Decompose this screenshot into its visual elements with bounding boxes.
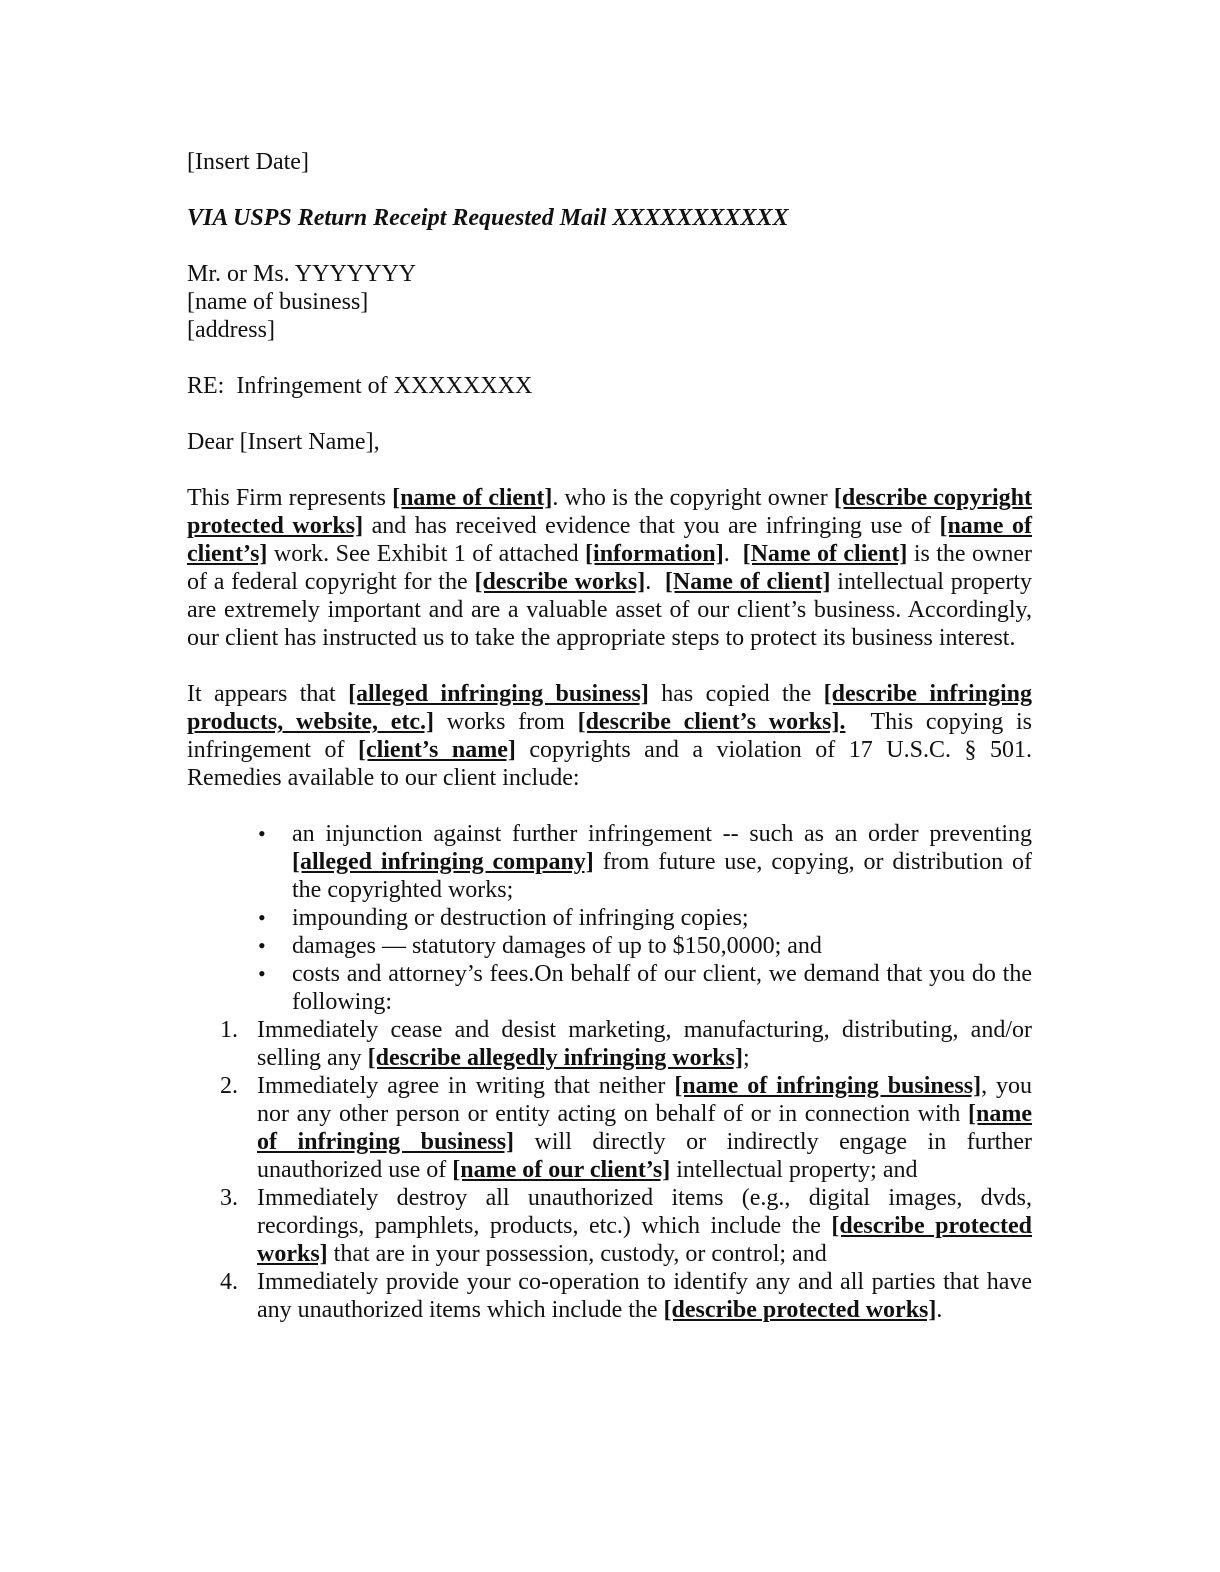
placeholder-name-of-our-clients: [name of our client’s] (452, 1157, 671, 1183)
placeholder-describe-infringing-products: [describe infringing products, website, etc.] (187, 681, 1033, 735)
text-segment: It appears that (187, 681, 349, 707)
text-segment: Immediately provide your co-operation to identify any and all parties that have any unauthorized items which include the (257, 1269, 1032, 1323)
text-segment: has copied the (648, 681, 824, 707)
placeholder-clients-name: [client’s name] (357, 737, 516, 763)
paragraph-infringement (187, 680, 1039, 792)
text-segment: , you nor any other person or entity acting on behalf of or in connection with (257, 1073, 1033, 1127)
salutation: Dear [Insert Name], (187, 429, 380, 455)
placeholder-alleged-infringing-company: [alleged infringing company] (292, 849, 594, 875)
bullet-icon: • (258, 933, 266, 958)
placeholder-name-of-infringing-business: [name of infringing business] (674, 1073, 982, 1099)
list-item (220, 1268, 1032, 1324)
via-line: VIA USPS Return Receipt Requested Mail XXXXXXXXXXX (187, 205, 789, 231)
placeholder-name-of-infringing-business-2: [name of infringing business] (257, 1101, 1032, 1155)
demands-list (187, 1016, 1032, 1324)
text-segment: works from (434, 709, 578, 735)
text-segment: intellectual property; and (670, 1157, 918, 1183)
placeholder-name-of-client: [name of client] (392, 485, 553, 511)
text-segment: Immediately agree in writing that neither (257, 1073, 675, 1099)
text-segment: is the owner of a federal copyright for the (187, 541, 1033, 595)
list-item (220, 1072, 1033, 1184)
item-number: 4. (220, 1269, 238, 1295)
list-item (220, 1184, 1032, 1268)
text-segment: ; (742, 1045, 750, 1071)
placeholder-describe-allegedly-infringing-works: [describe allegedly infringing works] (367, 1045, 743, 1071)
item-number: 3. (220, 1185, 238, 1211)
remedies-list (187, 820, 1032, 1016)
text-segment: . who is the copyright owner (552, 485, 834, 511)
text-segment: . (936, 1297, 943, 1323)
text-segment: impounding or destruction of infringing copies; (292, 905, 749, 931)
text-segment: an injunction against further infringement -- such as an order preventing (292, 821, 1032, 847)
list-item (258, 904, 1032, 932)
list-item (258, 820, 1032, 904)
placeholder-describe-protected-works: [describe protected works] (257, 1213, 1032, 1267)
placeholder-describe-clients-works: [describe client’s works]. (577, 709, 846, 735)
placeholder-information: [information] (585, 541, 724, 567)
recipient-block (187, 260, 1032, 344)
text-segment: intellectual property are extremely important and are a valuable asset of our client’s business. Accordingly, our client has instructed us to take the appropriate steps to protect its business interest. (187, 569, 1033, 651)
placeholder-name-of-clients: [name of client’s] (187, 513, 1032, 567)
text-segment: damages — statutory damages of up to $150,0000; and (292, 933, 822, 959)
placeholder-describe-copyright-works: [describe copyright protected works] (187, 485, 1033, 539)
recipient-business: [name of business] (187, 289, 369, 315)
list-item (258, 960, 1032, 1016)
placeholder-name-of-client-3: [Name of client] (664, 569, 831, 595)
bullet-icon: • (258, 961, 266, 986)
letter-date: [Insert Date] (187, 149, 309, 175)
text-segment: that are in your possession, custody, or control; and (327, 1241, 827, 1267)
text-segment: from future use, copying, or distribution of the copyrighted works; (292, 849, 1032, 903)
text-segment: This Firm represents (187, 485, 393, 511)
text-segment: Immediately destroy all unauthorized items (e.g., digital images, dvds, recordings, pamphlets, products, etc.) which include the (257, 1185, 1032, 1239)
list-item (258, 932, 1032, 960)
text-segment: . (723, 541, 743, 567)
text-segment: work. See Exhibit 1 of attached (267, 541, 586, 567)
placeholder-describe-works: [describe works] (474, 569, 646, 595)
list-item (220, 1016, 1032, 1072)
bullet-icon: • (258, 821, 266, 846)
placeholder-describe-protected-works-2: [describe protected works] (663, 1297, 937, 1323)
text-segment: Immediately cease and desist marketing, manufacturing, distributing, and/or selling any (257, 1017, 1032, 1071)
item-number: 2. (220, 1073, 238, 1099)
text-segment: This copying is infringement of (187, 709, 1039, 763)
text-segment: costs and attorney’s fees.On behalf of our client, we demand that you do the following: (292, 961, 1032, 1015)
recipient-name: Mr. or Ms. YYYYYYY (187, 261, 417, 287)
letter-page (187, 148, 1039, 1324)
item-number: 1. (220, 1017, 238, 1043)
placeholder-name-of-client-2: [Name of client] (742, 541, 908, 567)
text-segment: copyrights and a violation of 17 U.S.C. § 501. Remedies available to our client include: (187, 737, 1032, 791)
paragraph-representation (187, 484, 1032, 652)
recipient-address: [address] (187, 317, 275, 343)
bullet-icon: • (258, 905, 266, 930)
text-segment: and has received evidence that you are infringing use of (363, 513, 940, 539)
text-segment: . (645, 569, 665, 595)
text-segment: will directly or indirectly engage in further unauthorized use of (257, 1129, 1032, 1183)
placeholder-alleged-infringing-business: [alleged infringing business] (348, 681, 649, 707)
re-line: RE: Infringement of XXXXXXXX (187, 373, 533, 399)
